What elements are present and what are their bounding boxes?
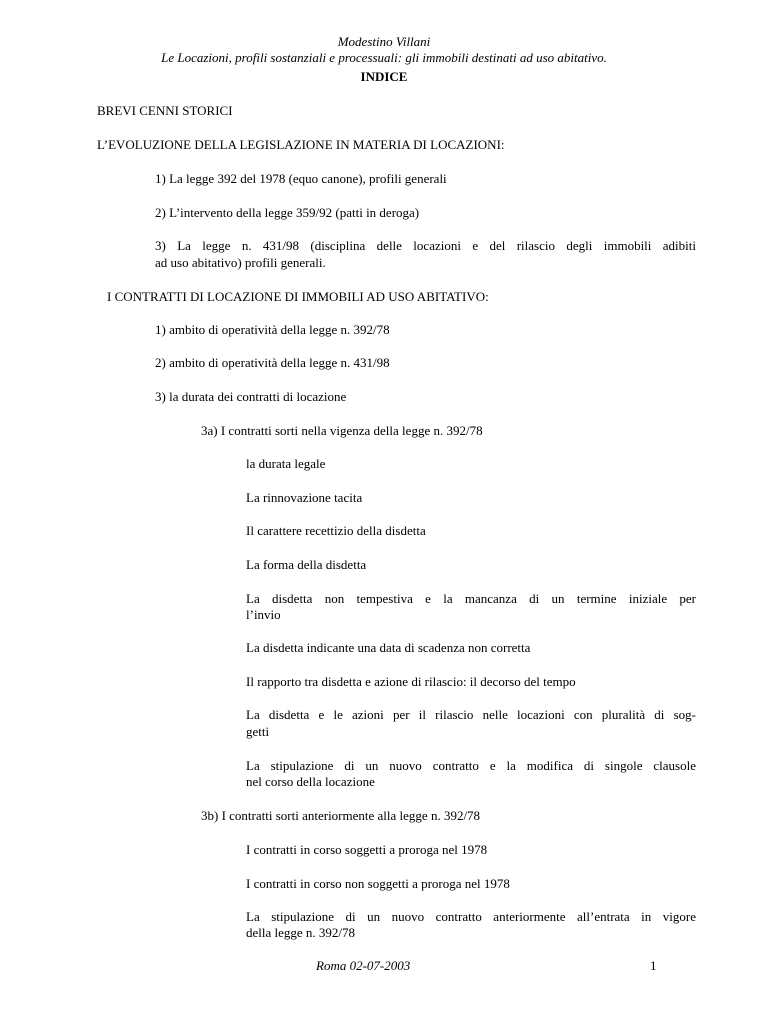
author-name: Modestino Villani (337, 34, 431, 49)
list-item-continuation: ad uso abitativo) profili generali. (155, 255, 326, 270)
section-brevi-cenni-storici: BREVI CENNI STORICI (97, 103, 233, 118)
list-item: Il rapporto tra disdetta e azione di rilascio: il decorso del tempo (246, 674, 576, 689)
list-item-continuation: nel corso della locazione (246, 774, 375, 789)
subsection-3b-heading: 3b) I contratti sorti anteriormente alla legge n. 392/78 (201, 808, 481, 823)
footer-place-date: Roma 02-07-2003 (316, 958, 411, 973)
list-item: 3) La legge n. 431/98 (disciplina delle locazioni e del rilascio degli immobili adibiti (155, 238, 696, 253)
section-evoluzione-legislazione: L’EVOLUZIONE DELLA LEGISLAZIONE IN MATERIA DI LOCAZIONI: (97, 137, 505, 152)
list-item: Il carattere recettizio della disdetta (246, 523, 426, 538)
list-item: La stipulazione di un nuovo contratto e la modifica di singole clausole (246, 758, 696, 773)
list-item: La stipulazione di un nuovo contratto anteriormente all’entrata in vigore (246, 909, 696, 924)
subsection-3a-heading: 3a) I contratti sorti nella vigenza della legge n. 392/78 (201, 423, 483, 438)
list-item: La forma della disdetta (246, 557, 367, 572)
list-item: 1) ambito di operatività della legge n. 392/78 (155, 322, 390, 337)
list-item: 1) La legge 392 del 1978 (equo canone), profili generali (155, 171, 447, 186)
list-item: 3) la durata dei contratti di locazione (155, 389, 347, 404)
index-heading: INDICE (360, 69, 408, 84)
list-item: La disdetta non tempestiva e la mancanza di un termine iniziale per (246, 591, 696, 606)
section-contratti-locazione: I CONTRATTI DI LOCAZIONE DI IMMOBILI AD USO ABITATIVO: (107, 289, 489, 304)
list-item: I contratti in corso soggetti a proroga nel 1978 (246, 842, 488, 857)
list-item: I contratti in corso non soggetti a proroga nel 1978 (246, 876, 510, 891)
list-item: 2) L’intervento della legge 359/92 (patti in deroga) (155, 205, 420, 220)
list-item-continuation: getti (246, 724, 270, 739)
list-item: La disdetta e le azioni per il rilascio nelle locazioni con pluralità di sog- (246, 707, 696, 722)
list-item: la durata legale (246, 456, 326, 471)
document-title: Le Locazioni, profili sostanziali e processuali: gli immobili destinati ad uso abitativo. (161, 50, 607, 65)
list-item-continuation: l’invio (246, 607, 281, 622)
list-item: La disdetta indicante una data di scadenza non corretta (246, 640, 531, 655)
list-item-continuation: della legge n. 392/78 (246, 925, 356, 940)
list-item: La rinnovazione tacita (246, 490, 363, 505)
page-number: 1 (650, 958, 657, 973)
list-item: 2) ambito di operatività della legge n. 431/98 (155, 355, 390, 370)
